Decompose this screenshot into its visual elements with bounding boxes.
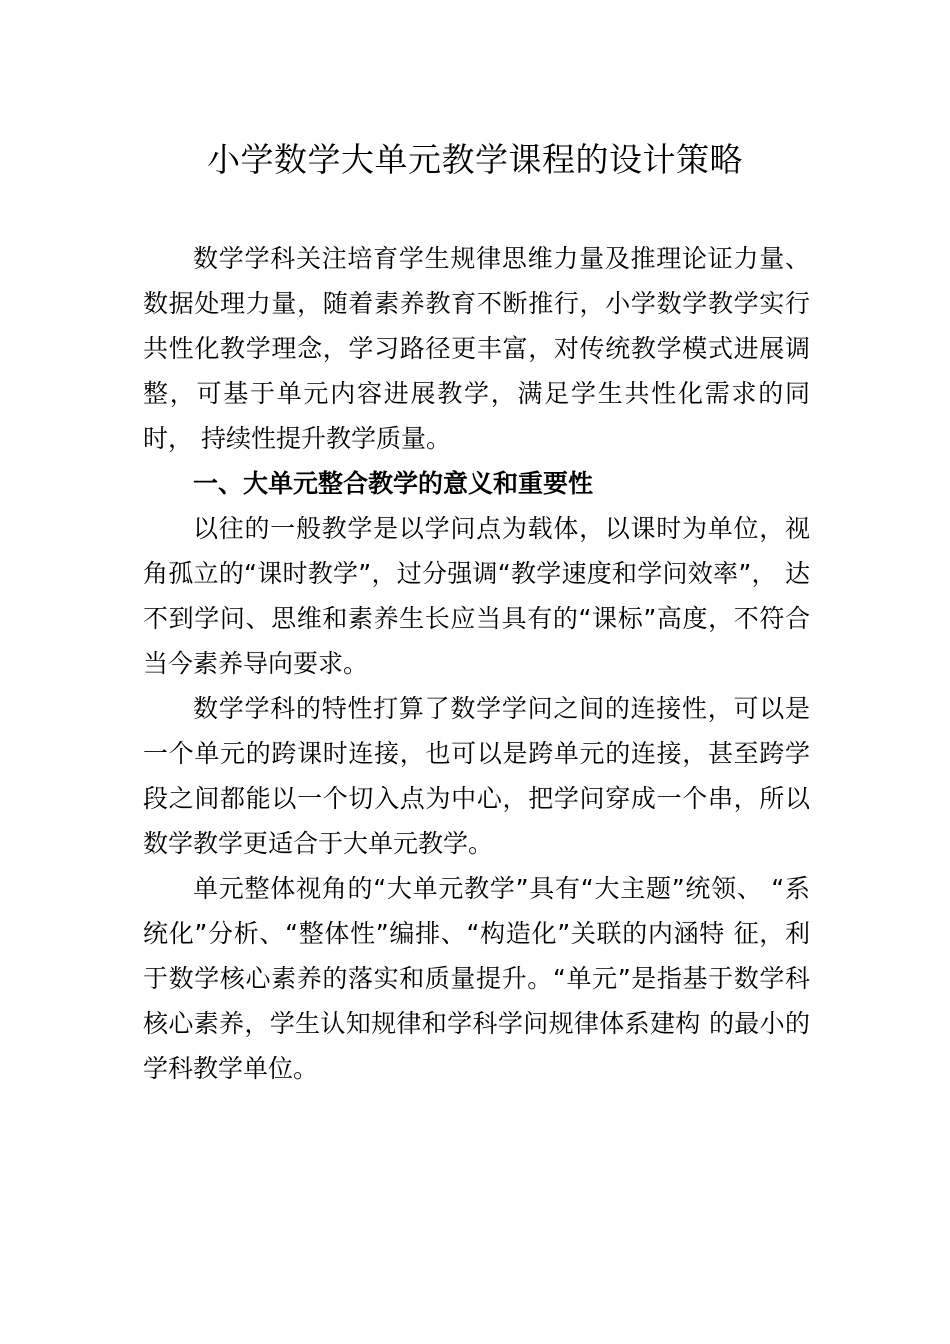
body-paragraph: 数学学科的特性打算了数学学问之间的连接性，可以是一个单元的跨课时连接，也可以是跨单元的连接，甚至跨学段之间都能以一个切入点为中心，把学问穿成一个串，所以数学教学更适合于大单元教学。 bbox=[143, 694, 810, 858]
section-heading: 一、大单元整合教学的意义和重要性 bbox=[193, 469, 594, 498]
body-paragraph: 单元整体视角的“大单元教学”具有“大主题”统领、 “系统化”分析、“整体性”编排、“构造化”关联的内涵特 征，利于数学核心素养的落实和质量提升。“单元”是指基于数学科核心素养，学生认知规律和学科学问规律体系建构 的最小的学科教学单位。 bbox=[143, 874, 810, 1083]
document-body bbox=[143, 236, 810, 1091]
body-paragraph: 以往的一般教学是以学问点为载体，以课时为单位，视角孤立的“课时教学”，过分强调“教学速度和学问效率”， 达不到学问、思维和素养生长应当具有的“课标”高度，不符合当今素养导向要求。 bbox=[143, 514, 810, 678]
document-title: 小学数学大单元教学课程的设计策略 bbox=[207, 140, 743, 179]
intro-paragraph: 数学学科关注培育学生规律思维力量及推理论证力量、数据处理力量，随着素养教育不断推行，小学数学教学实行共性化教学理念，学习路径更丰富，对传统教学模式进展调整，可基于单元内容进展教学，满足学生共性化需求的同时， 持续性提升教学质量。 bbox=[143, 244, 810, 453]
